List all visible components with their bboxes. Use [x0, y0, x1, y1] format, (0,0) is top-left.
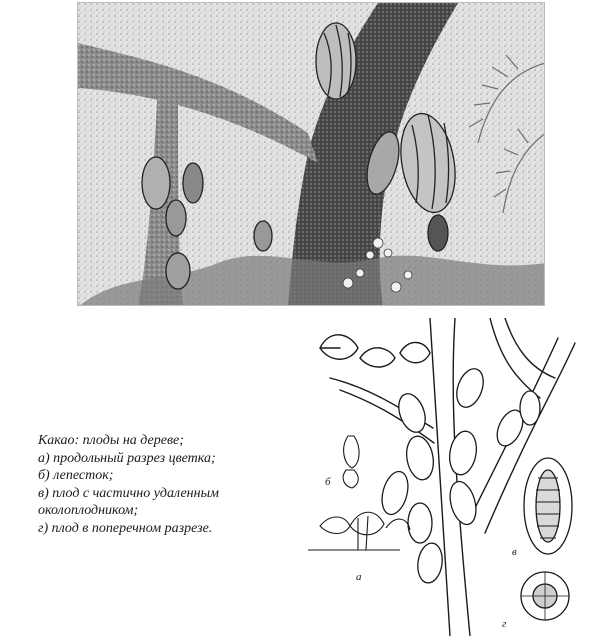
- caption-line: околоплодником;: [38, 503, 139, 518]
- cacao-botanical-drawing: [300, 318, 600, 636]
- caption-line: Какао: плоды на дереве;: [38, 433, 184, 448]
- cacao-tree-illustration: [78, 3, 545, 306]
- caption-line: г) плод в поперечном разрезе.: [38, 520, 213, 536]
- cacao-branch-illustration: [300, 318, 600, 636]
- label-flower-section: а: [356, 571, 362, 583]
- label-cross-section: г: [502, 618, 507, 630]
- label-fruit: в: [512, 546, 517, 558]
- caption-line: в) плод с частично удаленным: [38, 485, 219, 501]
- figure-caption: [38, 432, 298, 537]
- caption-line: а) продольный разрез цветка;: [38, 450, 216, 466]
- cacao-tree-photo: [77, 2, 545, 306]
- caption-line: б) лепесток;: [38, 468, 114, 483]
- label-petal: б: [325, 476, 331, 488]
